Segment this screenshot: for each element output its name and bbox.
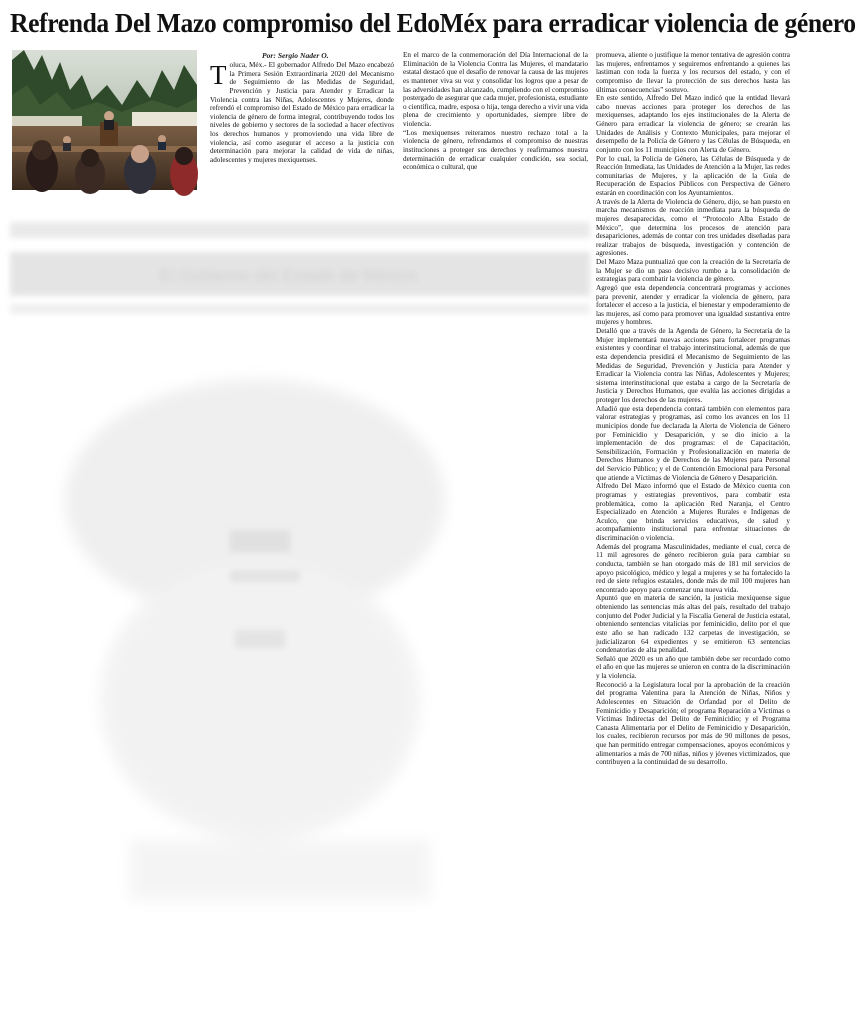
article-paragraph: Por lo cual, la Policía de Género, las Células de Búsqueda y de Reacción Inmediata, las Unidades de Atención a la Mujer, las redes comunitarias de Mujeres, y la aplicación de la Guía de Recuperación de Espacios Públicos con Perspectiva de Género estarán en coordinación con los Ayuntamientos. xyxy=(596,154,790,197)
article-photo xyxy=(12,50,197,190)
article-paragraph: En el marco de la conmemoración del Día Internacional de la Eliminación de la Violencia Contra las Mujeres, el mandatario estatal destacó que el desafío de renovar la causa de las mujeres es mantener viva su voz y consolidar los logros que a pesar de las adversidades han alcanzado, cumpliendo con el compromiso postergado de asegurar que cada mujer, profesionista, estudiante o científica, madre, esposa o hija, tenga derecho a vivir una vida plena de crecimiento y oportunidades, siempre libre de violencia. xyxy=(403,51,588,128)
article-column-1 xyxy=(210,61,394,197)
article-paragraph: Del Mazo Maza puntualizó que con la creación de la Secretaría de la Mujer se dio un paso decisivo rumbo a la consolidación de estrategias para combatir la violencia de género. xyxy=(596,258,790,284)
bleed-through-ghost-image xyxy=(10,200,590,1018)
meeting-photo-image xyxy=(12,50,197,190)
article-paragraph: Agregó que esta dependencia concentrará programas y acciones para prevenir, atender y erradicar la violencia de género, para fortalecer el acceso a la justicia, el bienestar y empoderamiento de las mujeres, así como para promover una igualdad sustantiva entre mujeres y hombres. xyxy=(596,283,790,327)
article-paragraph: En este sentido, Alfredo Del Mazo indicó que la entidad llevará cabo nuevas acciones para proteger los derechos de las mexiquenses, adaptando los ejes institucionales de la Alerta de Género para erradicar la violencia de género; se crearán las Unidades de Análisis y Contexto Municipales, para mejorar el desempeño de la Policía de Género y las Células de Búsqueda, en conjunto con los 11 municipios con Alerta de Género. xyxy=(596,94,790,154)
article-paragraph: Detalló que a través de la Agenda de Género, la Secretaría de la Mujer implementará nuevas acciones para fortalecer programas existentes y coordinar el trabajo interinstitucional, además de que esta dependencia presidirá el Mecanismo de Seguimiento de las Medidas de Seguridad, Prevención y Justicia para Atender y Erradicar la Violencia contra las Niñas, Adolescentes y Mujeres; sistema interinstitucional que estaba a cargo de la Secretaría de Justicia y Derechos Humanos, que evalúa las acciones dirigidas a proteger los derechos de las mujeres. xyxy=(596,327,790,404)
article-paragraph: Añadió que esta dependencia contará también con elementos para valorar estrategias y programas, así como los avances en los 11 municipios donde fue declarada la Alerta de Violencia de Género por Feminicidio y Desaparición, y se dio inicio a la implementación de dos programas: el de Capacitación, Sensibilización, Formación y Profesionalización en materia de Derechos Humanos y de Derechos de las Mujeres para Personal del Servicio Público; y el de Contención Emocional para Personal que atiende a Víctimas de Violencia de Género y Desaparición. xyxy=(596,404,790,482)
article-headline: Refrenda Del Mazo compromiso del EdoMéx para erradicar violencia de género xyxy=(10,7,856,38)
article-paragraph: Reconoció a la Legislatura local por la aprobación de la creación del programa Valentina para la Atención de Niñas, Niños y Adolescentes en Situación de Orfandad por el Delito de Feminicidio y Desaparición; el programa Reparación a Víctimas o Víctimas Indirectas del Delito de Feminicidio; y el Programa Canasta Alimentaria por el Delito de Feminicidio y Desaparición, los cuales, recibieron recursos por más de 90 millones de pesos, que han permitido entregar compensaciones, apoyos económicos y alimentarios a más de 700 niñas, niños y jóvenes victimizados, que contribuyen a la continuidad de su desarrollo. xyxy=(596,680,790,767)
article-lead-paragraph xyxy=(210,61,394,165)
drop-cap: T xyxy=(210,60,227,90)
article-paragraph: Apuntó que en materia de sanción, la justicia mexiquense sigue obteniendo las sentencias más altas del país, resultado del trabajo conjunto del Poder Judicial y la Fiscalía General de Justicia estatal, obteniendo sentencias vitalicias por feminicidio, delito por el que este año se han radicado 132 carpetas de investigación, se judicializaron 64 expedientes y se emitieron 63 sentencias condenatorias de alta penalidad. xyxy=(596,594,790,655)
article-paragraph: promueva, aliente o justifique la menor tentativa de agresión contra las mujeres, enfrentamos y seguiremos enfrentando a quienes las lastiman con toda la fuerza y los recursos del estado, y con el compromiso de llevar la protección de sus derechos hasta las últimas consecuencias” sostuvo. xyxy=(596,51,790,94)
bleed-through-area xyxy=(10,200,590,1018)
article-paragraph: A través de la Alerta de Violencia de Género, dijo, se han puesto en marcha mecanismos de reacción inmediata para la búsqueda de mujeres desaparecidas, como el “Protocolo Alba Estado de México”, que determina los procesos de atención para desapariciones, además de contar con tres unidades diseñadas para realizar trabajos de búsqueda, investigación y contención de agresiones. xyxy=(596,197,790,258)
article-paragraph: Alfredo Del Mazo informó que el Estado de México cuenta con programas y estrategias preventivos, para combatir esta problemática, como la aplicación Red Naranja, el Centro Especializado en Atención a Mujeres Rurales e Indígenas de Aculco, que brinda servicios educativos, de salud y acompañamiento institucional para enfrentar situaciones de discriminación o violencia. xyxy=(596,482,790,542)
bleed-through-banner-text: El Gobierno del Estado de México xyxy=(160,266,418,285)
article-paragraph: Señaló que 2020 es un año que también debe ser recordado como el año en que las mujeres se unieron en contra de la discriminación y la violencia. xyxy=(596,654,790,680)
article-column-3 xyxy=(596,51,790,1019)
article-byline: Por: Sergio Nader O. xyxy=(262,51,329,60)
article-column-2 xyxy=(403,51,588,197)
lead-text: oluca, Méx.- El gobernador Alfredo Del Mazo encabezó la Primera Sesión Extraordinaria 2020 del Mecanismo de Seguimiento de las Medidas de Seguridad, Prevención y Justicia para Atender y Erradicar la Violencia contra las Niñas, Adolescentes y Mujeres, donde refrendó el compromiso del Estado de México para erradicar la violencia de género de forma integral, contribuyendo todos los niveles de gobierno y sectores de la sociedad a hacer efectivos los derechos humanos y promoviendo una vida libre de violencia, así como asegurar el acceso a la justicia con determinación para mejorar la calidad de vida de niñas, adolescentes y mujeres mexiquenses. xyxy=(210,61,394,164)
article-paragraph: Además del programa Masculinidades, mediante el cual, cerca de 11 mil agresores de género recibieron guía para cambiar su conducta, también se han otorgado más de 181 mil servicios de apoyo psicológico, médico y legal a mujeres y se ha fortalecido la red de siete refugios estatales, donde más de mil 100 mujeres han encontrado apoyo para comenzar una nueva vida. xyxy=(596,542,790,594)
article-paragraph: “Los mexiquenses reiteramos nuestro rechazo total a la violencia de género, refrendamos el compromiso de nuestras instituciones a proteger sus derechos y reafirmamos nuestra determinación de erradicar cualquier condición, sea social, económica o cultural, que xyxy=(403,128,588,172)
